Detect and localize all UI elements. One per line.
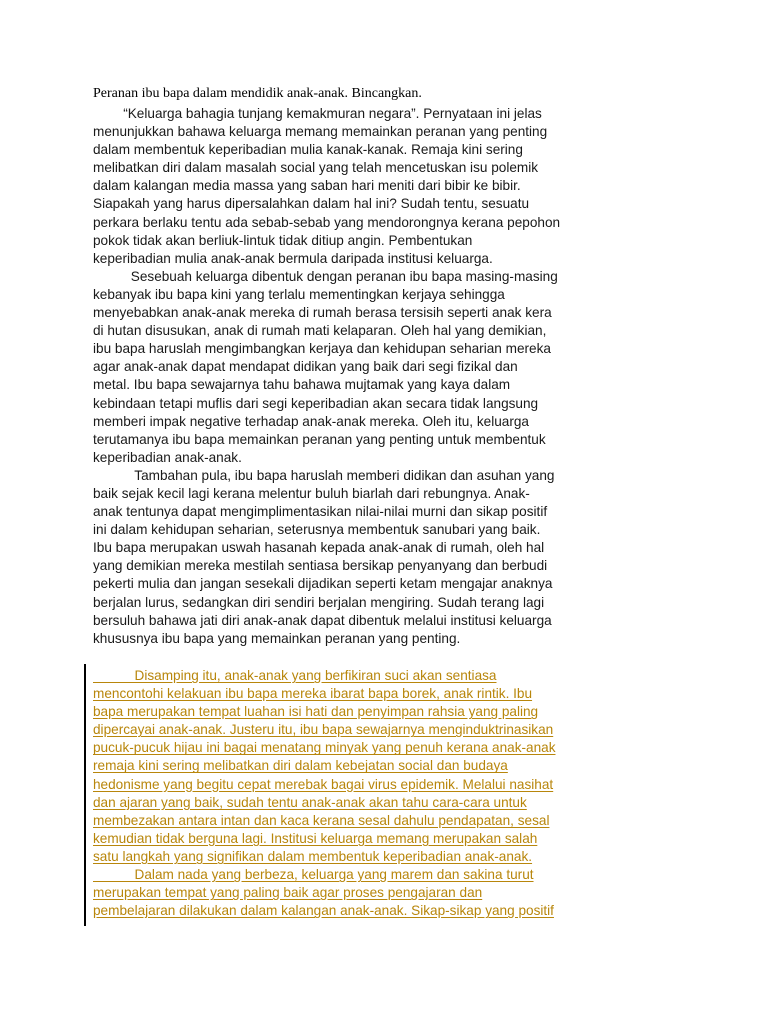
tracked-line	[93, 685, 613, 703]
body-line: yang demikian mereka mestilah sentiasa bersikap penyanyang dan berbudi	[93, 558, 548, 574]
body-line: keperibadian mulia anak-anak bermula daripada institusi keluarga.	[93, 250, 493, 266]
tracked-line-text: pembelajaran dilakukan dalam kalangan anak-anak. Sikap-sikap yang positif	[93, 903, 554, 919]
body-line: Tambahan pula, ibu bapa haruslah memberi didikan dan asuhan yang	[93, 467, 555, 483]
tracked-line	[93, 848, 613, 866]
body-line: agar anak-anak dapat mendapat didikan yang baik dari segi fizikal dan	[93, 359, 518, 375]
tracked-line	[93, 830, 613, 848]
body-line: “Keluarga bahagia tunjang kemakmuran negara”. Pernyataan ini jelas	[93, 106, 542, 121]
tracked-line-text: remaja kini sering melibatkan diri dalam kebejatan social dan budaya	[93, 758, 508, 774]
body-line: pekerti mulia dan jangan sesekali dijadikan seperti ketam mengajar anaknya	[93, 576, 553, 592]
change-bar	[84, 664, 86, 926]
tracked-line-text: dan ajaran yang baik, sudah tentu anak-anak akan tahu cara-cara untuk	[93, 794, 527, 810]
tracked-line-text: Disamping itu, anak-anak yang berfikiran suci akan sentiasa	[93, 668, 497, 683]
tracked-line-text: pucuk-pucuk hijau ini bagai menatang minyak yang penuh kerana anak-anak	[93, 740, 556, 756]
tracked-line-text: satu langkah yang signifikan dalam membentuk keperibadian anak-anak.	[93, 848, 533, 864]
body-line: kebindaan tetapi muflis dari segi keperibadian akan secara tidak langsung	[93, 395, 539, 411]
tracked-line	[93, 739, 613, 757]
body-line: dalam membentuk keperibadian mulia kanak-kanak. Remaja kini sering	[93, 142, 523, 158]
body-line: baik sejak kecil lagi kerana melentur buluh biarlah dari rebungnya. Anak-	[93, 485, 530, 501]
body-line: melibatkan diri dalam masalah social yang telah mencetuskan isu polemik	[93, 160, 539, 176]
body-line: metal. Ibu bapa sewajarnya tahu bahawa mujtamak yang kaya dalam	[93, 377, 511, 393]
tracked-line	[93, 902, 613, 920]
tracked-line	[93, 866, 613, 884]
tracked-line-text: Dalam nada yang berbeza, keluarga yang marem dan sakina turut	[93, 867, 534, 883]
body-line: Siapakah yang harus dipersalahkan dalam hal ini? Sudah tentu, sesuatu	[93, 196, 530, 212]
body-line: menunjukkan bahawa keluarga memang memainkan peranan yang penting	[93, 124, 548, 140]
tracked-line	[93, 667, 613, 685]
tracked-line-text: bapa merupakan tempat luahan isi hati dan penyimpan rahsia yang paling	[93, 704, 539, 720]
body-line: ibu bapa haruslah mengimbangkan kerjaya dan kehidupan seharian mereka	[93, 341, 551, 357]
tracked-line	[93, 812, 613, 830]
tracked-line	[93, 703, 613, 721]
body-line: dalam kalangan media massa yang saban hari meniti dari bibir ke bibir.	[93, 178, 521, 194]
body-line: berjalan lurus, sedangkan diri sendiri berjalan mengiring. Sudah terang lagi	[93, 594, 545, 610]
document-title: Peranan ibu bapa dalam mendidik anak-anak. Bincangkan.	[93, 86, 422, 101]
tracked-line-text: hedonisme yang begitu cepat merebak bagai virus epidemik. Melalui nasihat	[93, 776, 554, 792]
body-line: Sesebuah keluarga dibentuk dengan peranan ibu bapa masing-masing	[93, 268, 558, 284]
body-line: pokok tidak akan berliuk-lintuk tidak ditiup angin. Pembentukan	[93, 232, 473, 248]
body-line: kebanyak ibu bapa kini yang terlalu mementingkan kerjaya sehingga	[93, 286, 505, 302]
body-line: anak tentunya dapat mengimplimentasikan nilai-nilai murni dan sikap positif	[93, 504, 548, 520]
body-line: di hutan disusukan, anak di rumah mati kelaparan. Oleh hal yang demikian,	[93, 323, 547, 339]
tracked-line	[93, 776, 613, 794]
body-line: memberi impak negative terhadap anak-anak mereka. Oleh itu, keluarga	[93, 413, 529, 429]
body-line: menyebabkan anak-anak mereka di rumah berasa tersisih seperti anak kera	[93, 305, 552, 321]
tracked-line-text: mencontohi kelakuan ibu bapa mereka ibarat bapa borek, anak rintik. Ibu	[93, 686, 533, 702]
tracked-line-text: membezakan antara intan dan kaca kerana sesal dahulu pendapatan, sesal	[93, 812, 550, 828]
tracked-line-text: dipercayai anak-anak. Justeru itu, ibu bapa sewajarnya menginduktrinasikan	[93, 722, 554, 738]
tracked-line-text: kemudian tidak berguna lagi. Institusi keluarga memang merupakan salah	[93, 830, 538, 846]
body-line: Ibu bapa merupakan uswah hasanah kepada anak-anak di rumah, oleh hal	[93, 540, 545, 556]
tracked-line-text: merupakan tempat yang paling baik agar proses pengajaran dan	[93, 885, 483, 901]
body-line: perkara berlaku tentu ada sebab-sebab yang mendorongnya kerana pepohon	[93, 214, 561, 230]
body-line: terutamanya ibu bapa memainkan peranan yang penting untuk membentuk	[93, 431, 546, 447]
tracked-line	[93, 721, 613, 739]
tracked-line	[93, 884, 613, 902]
tracked-line	[93, 794, 613, 812]
body-line: ini dalam kehidupan seharian, seterusnya membentuk sanubari yang baik.	[93, 522, 541, 538]
body-line: keperibadian anak-anak.	[93, 449, 242, 465]
tracked-change-text	[93, 667, 613, 920]
tracked-line	[93, 757, 613, 775]
body-text	[93, 105, 613, 648]
body-line: khususnya ibu bapa yang memainkan peranan yang penting.	[93, 630, 461, 646]
body-line: bersuluh bahawa jati diri anak-anak dapat dibentuk melalui institusi keluarga	[93, 612, 552, 628]
